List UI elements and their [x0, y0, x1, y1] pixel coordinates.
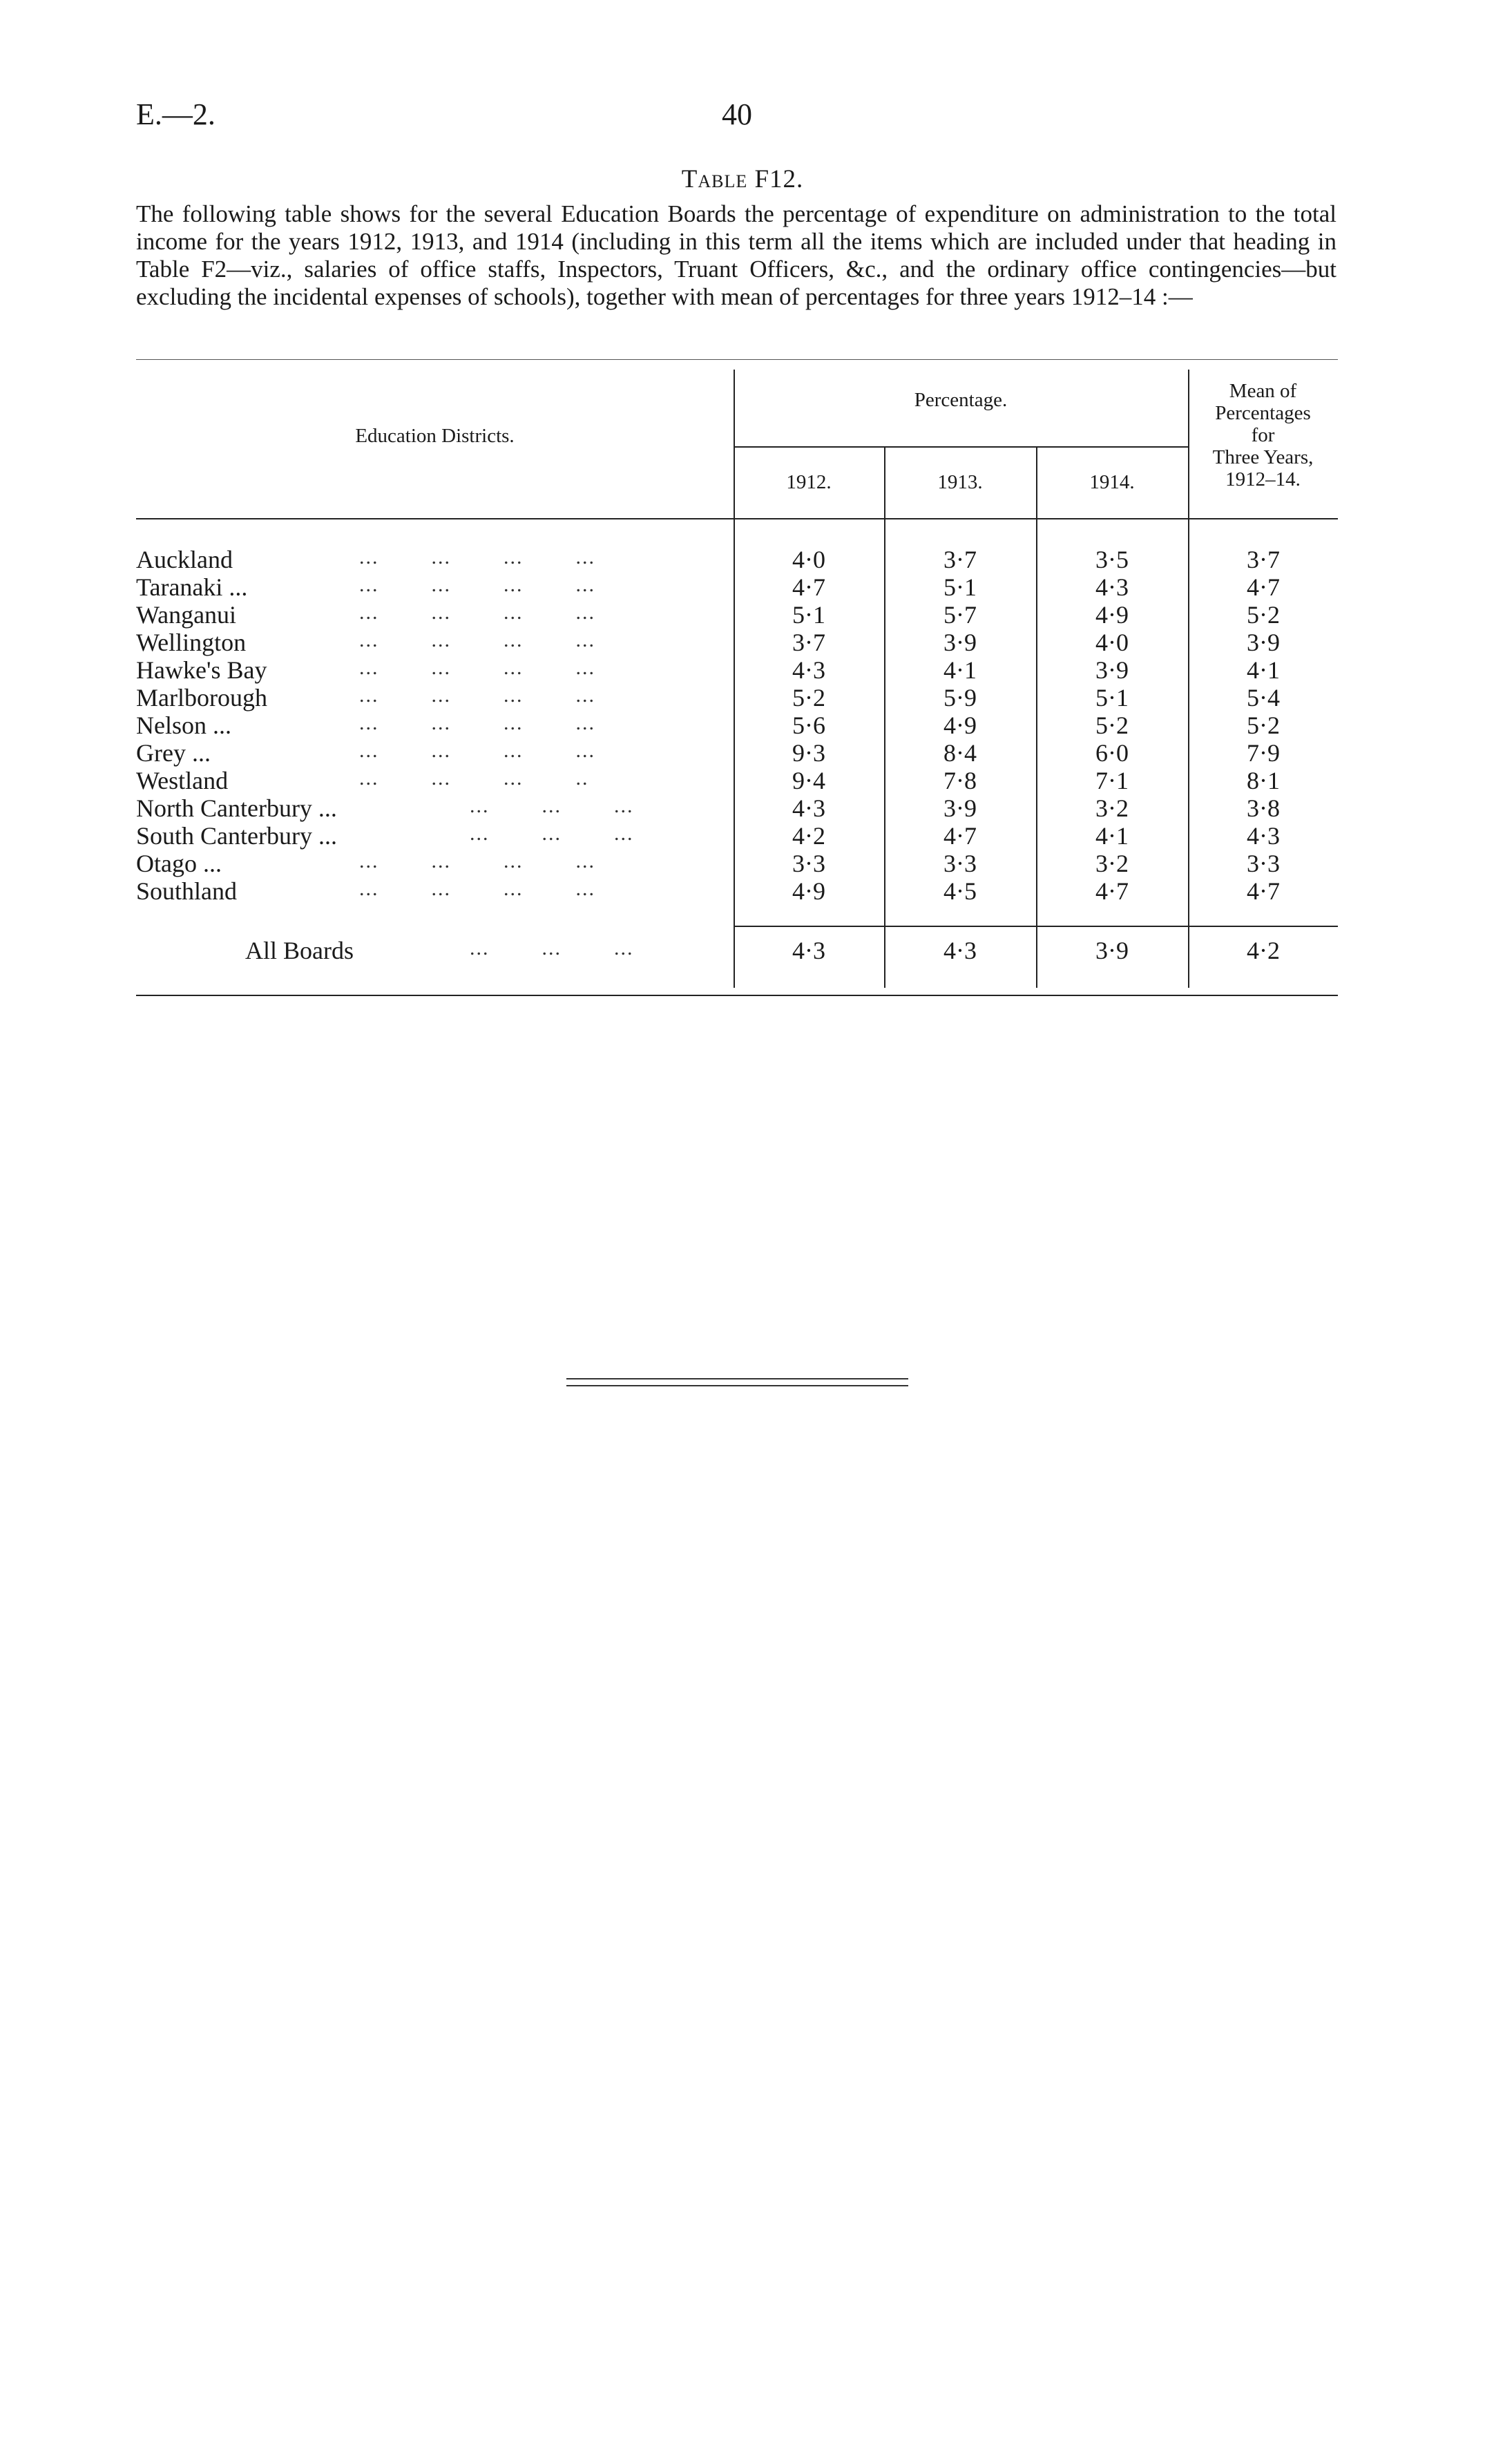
value-mean: 4·7 — [1247, 877, 1280, 905]
total-label: All Boards — [245, 937, 354, 964]
value-1912: 4·7 — [792, 573, 825, 601]
total-1912: 4·3 — [792, 937, 825, 964]
value-1913: 5·1 — [943, 573, 977, 601]
district-name: Marlborough — [136, 684, 267, 711]
table-bottom-rule — [136, 995, 1338, 996]
district-name: Nelson ... — [136, 711, 231, 739]
total-top-rule — [734, 926, 1338, 927]
district-name: Westland — [136, 767, 229, 794]
value-mean: 8·1 — [1247, 767, 1280, 794]
table-top-rule — [136, 359, 1338, 360]
header-education-districts: Education Districts. — [355, 425, 515, 447]
value-1914: 5·2 — [1095, 711, 1129, 739]
value-1912: 4·2 — [792, 822, 825, 850]
table-divider-1913 — [1036, 448, 1037, 988]
value-1914: 5·1 — [1095, 684, 1129, 711]
leader-dots: ... ... ... — [470, 822, 634, 845]
value-1913: 5·9 — [943, 684, 977, 711]
value-mean: 5·2 — [1247, 601, 1280, 629]
leader-dots: ... ... ... ... — [359, 711, 595, 734]
end-rule-bottom — [566, 1385, 908, 1386]
leader-dots: ... ... ... ... — [359, 684, 595, 707]
value-1913: 4·5 — [943, 877, 977, 905]
value-1912: 3·7 — [792, 629, 825, 656]
value-1914: 4·3 — [1095, 573, 1129, 601]
table-divider-1912 — [884, 448, 885, 988]
header-year-1913: 1913. — [937, 471, 983, 493]
percentage-header-rule — [734, 446, 1188, 448]
district-name: Grey ... — [136, 739, 211, 767]
value-1914: 3·2 — [1095, 794, 1129, 822]
end-rule-top — [566, 1378, 908, 1379]
value-1914: 4·1 — [1095, 822, 1129, 850]
value-1913: 5·7 — [943, 601, 977, 629]
value-1914: 3·9 — [1095, 656, 1129, 684]
header-year-1912: 1912. — [786, 471, 832, 493]
district-name: Auckland — [136, 546, 233, 573]
value-1914: 4·9 — [1095, 601, 1129, 629]
leader-dots: ... ... ... ... — [359, 629, 595, 651]
leader-dots: ... ... ... ... — [359, 601, 595, 624]
value-1913: 3·3 — [943, 850, 977, 877]
leader-dots: ... ... ... ... — [359, 850, 595, 872]
table-title: Table F12. — [681, 165, 804, 193]
value-mean: 7·9 — [1247, 739, 1280, 767]
total-mean: 4·2 — [1247, 937, 1280, 964]
value-mean: 3·8 — [1247, 794, 1280, 822]
header-percentage: Percentage. — [914, 389, 1008, 411]
value-1913: 3·7 — [943, 546, 977, 573]
value-1912: 5·6 — [792, 711, 825, 739]
district-name: Hawke's Bay — [136, 656, 267, 684]
total-1914: 3·9 — [1095, 937, 1129, 964]
header-mean-line: for — [1251, 424, 1275, 446]
value-mean: 5·2 — [1247, 711, 1280, 739]
district-name: North Canterbury ... — [136, 794, 337, 822]
value-1914: 4·7 — [1095, 877, 1129, 905]
header-mean-line: 1912–14. — [1225, 468, 1301, 490]
value-mean: 3·9 — [1247, 629, 1280, 656]
district-name: Wellington — [136, 629, 247, 656]
leader-dots: ... ... ... .. — [359, 767, 589, 790]
value-1912: 5·2 — [792, 684, 825, 711]
district-name: South Canterbury ... — [136, 822, 337, 850]
leader-dots: ... ... ... ... — [359, 546, 595, 569]
leader-dots: ... ... ... — [470, 937, 634, 959]
header-mean-line: Percentages — [1215, 402, 1311, 424]
district-name: Wanganui — [136, 601, 237, 629]
value-mean: 4·3 — [1247, 822, 1280, 850]
page-number: 40 — [722, 97, 752, 131]
value-1912: 4·9 — [792, 877, 825, 905]
header-year-1914: 1914. — [1089, 471, 1135, 493]
intro-paragraph: The following table shows for the several Education Boards the percentage of expenditure on administration to the total income for the years 1912, 1913, and 1914 (including in this term all the items which are included under that heading in Table F2—viz., salaries of office staffs, Inspectors, Truant Officers, &c., and the ordinary office contingencies—but excluding the incidental expenses of schools), together with mean of percentages for three years 1912–14 :— — [136, 200, 1336, 310]
value-1912: 4·3 — [792, 794, 825, 822]
value-1914: 6·0 — [1095, 739, 1129, 767]
value-1912: 4·0 — [792, 546, 825, 573]
value-1914: 3·5 — [1095, 546, 1129, 573]
document-code: E.—2. — [136, 97, 215, 131]
value-1913: 4·1 — [943, 656, 977, 684]
leader-dots: ... ... ... ... — [359, 573, 595, 596]
value-mean: 4·1 — [1247, 656, 1280, 684]
district-name: Southland — [136, 877, 238, 905]
table-divider-district — [734, 370, 735, 988]
leader-dots: ... ... ... ... — [359, 877, 595, 900]
value-mean: 3·7 — [1247, 546, 1280, 573]
value-1913: 8·4 — [943, 739, 977, 767]
value-1912: 4·3 — [792, 656, 825, 684]
value-1912: 3·3 — [792, 850, 825, 877]
value-1912: 9·4 — [792, 767, 825, 794]
district-name: Otago ... — [136, 850, 222, 877]
leader-dots: ... ... ... ... — [359, 656, 595, 679]
total-1913: 4·3 — [943, 937, 977, 964]
value-1912: 9·3 — [792, 739, 825, 767]
district-name: Taranaki ... — [136, 573, 248, 601]
value-1913: 7·8 — [943, 767, 977, 794]
value-mean: 5·4 — [1247, 684, 1280, 711]
value-mean: 3·3 — [1247, 850, 1280, 877]
value-1913: 4·7 — [943, 822, 977, 850]
leader-dots: ... ... ... — [470, 794, 634, 817]
leader-dots: ... ... ... ... — [359, 739, 595, 762]
value-1914: 3·2 — [1095, 850, 1129, 877]
value-1913: 4·9 — [943, 711, 977, 739]
header-mean-line: Mean of — [1229, 380, 1297, 402]
value-1914: 4·0 — [1095, 629, 1129, 656]
value-mean: 4·7 — [1247, 573, 1280, 601]
header-mean-line: Three Years, — [1212, 446, 1314, 468]
value-1913: 3·9 — [943, 629, 977, 656]
value-1914: 7·1 — [1095, 767, 1129, 794]
value-1912: 5·1 — [792, 601, 825, 629]
header-bottom-rule — [136, 518, 1338, 519]
value-1913: 3·9 — [943, 794, 977, 822]
